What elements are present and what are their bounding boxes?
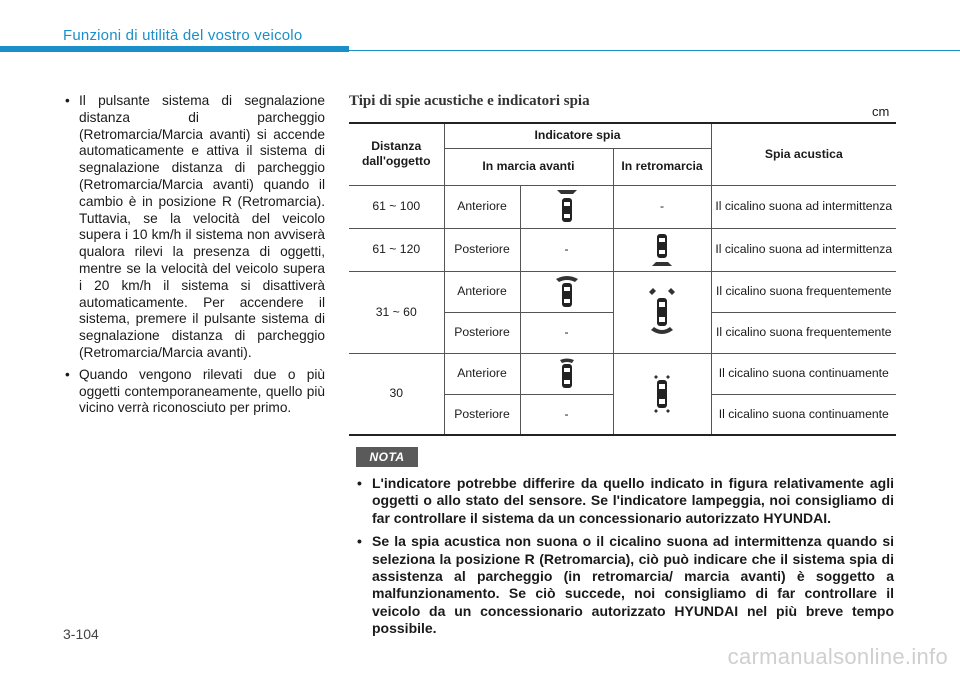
unit-label: cm [872,104,890,119]
page-header-title: Funzioni di utilità del vostro veicolo [63,27,303,44]
cell-position: Anteriore [444,271,520,312]
cell-reverse: - [613,185,711,228]
car-front-near-icon [520,353,613,394]
cell-position: Anteriore [444,353,520,394]
car-front-mid-icon [520,271,613,312]
header-forward: In marcia avanti [444,148,613,185]
page-number: 3-104 [63,626,99,642]
cell-acoustic: Il cicalino suona continuamente [711,394,896,435]
header-acoustic: Spia acustica [711,123,896,185]
cell-acoustic: Il cicalino suona ad intermittenza [711,228,896,271]
table-row [349,271,896,312]
warning-types-table [349,122,896,436]
header-bar [0,46,349,52]
nota-bullet-1: • L'indicatore potrebbe differire da quello indicato in figura relativamente agli oggetti o allo stato del sensore. Se l'indicatore lampeggia, noi consigliamo di far controllare il sistema da un concessionario autorizzato HYUNDAI. [356,475,894,527]
left-column-text [63,93,325,422]
cell-distance: 61 ~ 100 [349,185,444,228]
cell-position: Anteriore [444,185,520,228]
nota-badge: NOTA [356,447,418,467]
car-front-far-icon [520,185,613,228]
header-distance: Distanza dall'oggetto [349,123,444,185]
left-bullet-1: • Il pulsante sistema di segnalazione distanza di parcheggio (Retromarcia/Marcia avanti) si accende automaticamente e attiva il sistema di segnalazione distanza di parcheggio (Retromarcia/Marcia avanti) quando il cambio è in posizione R (Retromarcia). Tuttavia, se la velocità del veicolo supera i 10 km/h il sistema non avviserà qualora rilevi la presenza di oggetti, mentre se la velocità del veicolo supera i 20 km/h il sistema si disattiverà automaticamente. Per accendere il sistema, premere il pulsante sistema di segnalazione distanza di parcheggio (Retromarcia/Marcia avanti). [63,93,325,362]
table-row [349,228,896,271]
cell-distance: 61 ~ 120 [349,228,444,271]
watermark: carmanualsonline.info [727,644,948,669]
cell-position: Posteriore [444,394,520,435]
nota-bullet-2: • Se la spia acustica non suona o il cicalino suona ad intermittenza quando si seleziona la posizione R (Retromarcia), ciò può indicare che il sistema spia di assistenza al parcheggio (in retromarcia/ marcia avanti) è soggetto a malfunzionamento. Se ciò succede, noi consigliamo di far controllare il veicolo da un concessionario autorizzato HYUNDAI nel più breve tempo possibile. [356,533,894,637]
cell-acoustic: Il cicalino suona frequentemente [711,312,896,353]
header-reverse: In retromarcia [613,148,711,185]
left-bullet-2: • Quando vengono rilevati due o più oggetti contemporaneamente, quello più vicino verrà riconosciuto per primo. [63,367,325,417]
cell-acoustic: Il cicalino suona continuamente [711,353,896,394]
cell-position: Posteriore [444,312,520,353]
cell-acoustic: Il cicalino suona ad intermittenza [711,185,896,228]
section-title: Tipi di spie acustiche e indicatori spia [349,93,590,109]
car-all-corners-near-icon [613,353,711,435]
cell-forward: - [520,312,613,353]
cell-forward: - [520,394,613,435]
car-all-corners-mid-icon [613,271,711,353]
header-rule [349,50,960,51]
table-row [349,353,896,394]
cell-position: Posteriore [444,228,520,271]
header-indicator: Indicatore spia [444,123,711,148]
cell-forward: - [520,228,613,271]
cell-acoustic: Il cicalino suona frequentemente [711,271,896,312]
nota-text [356,475,894,644]
car-rear-far-icon [613,228,711,271]
table-row [349,185,896,228]
cell-distance: 31 ~ 60 [349,271,444,353]
cell-distance: 30 [349,353,444,435]
